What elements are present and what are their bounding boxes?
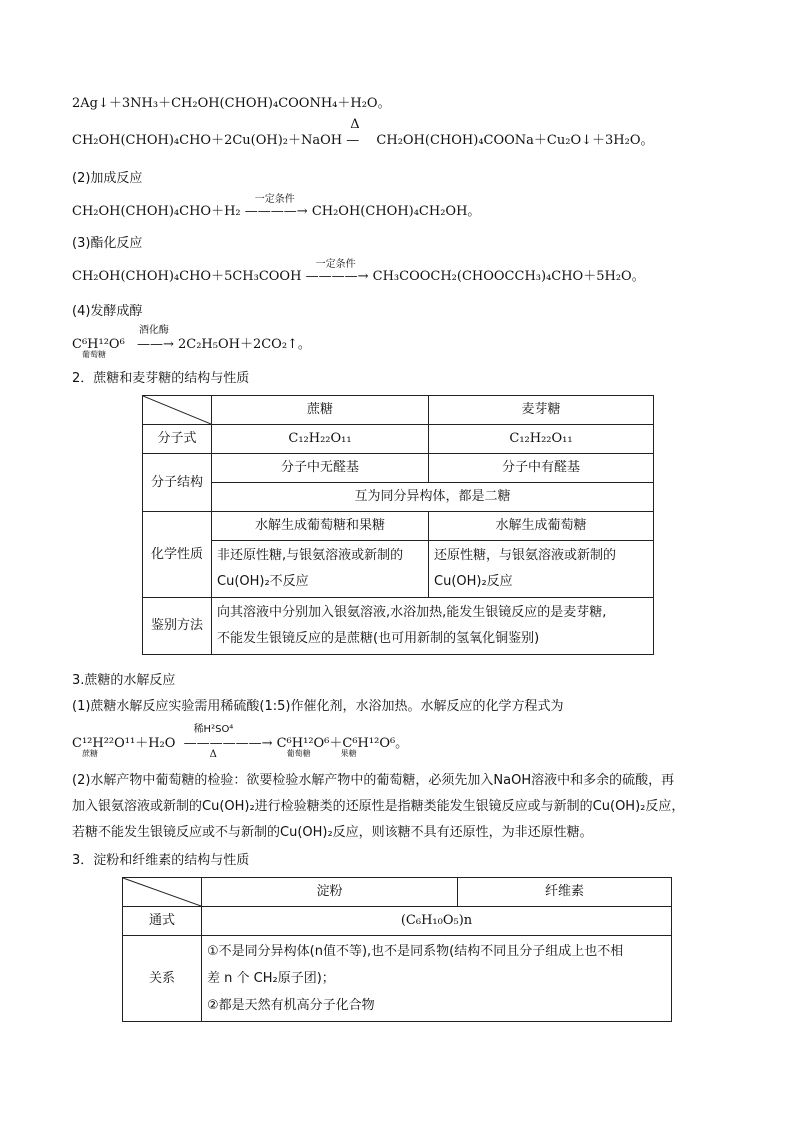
table2-corner-diagonal	[123, 878, 202, 907]
row-label-structure: 分子结构	[143, 454, 212, 512]
row-label-relation: 关系	[123, 936, 202, 1022]
reaction-3-arrow	[244, 194, 308, 221]
hydrolysis-sucrose: 水解生成葡萄糖和果糖	[212, 512, 429, 541]
reducing-sucrose-line-2: Cu(OH)₂不反应	[217, 574, 309, 589]
header-maltose: 麦芽糖	[429, 396, 654, 425]
formula-sucrose: C₁₂H₂₂O₁₁	[212, 425, 429, 454]
hydrolysis-products	[276, 735, 409, 758]
reaction-line-2	[72, 117, 654, 150]
arrow-glyph: ————→	[244, 204, 308, 219]
hydrolysis-condition-top: 稀H²SO⁴	[193, 724, 234, 735]
table-corner-diagonal	[143, 396, 212, 425]
section-2-title: 2．蔗糖和麦芽糖的结构与性质	[72, 371, 250, 386]
structure-common: 互为同分异构体，都是二糖	[212, 483, 654, 512]
sucrose-maltose-table	[142, 395, 654, 655]
relation-line-3: ②都是天然有机高分子化合物	[207, 998, 375, 1013]
diagonal-line-icon	[123, 878, 201, 906]
structure-maltose: 分子中有醛基	[429, 454, 654, 483]
hydrolysis-condition-bottom: Δ	[209, 749, 217, 760]
arrow-glyph: ——————→	[183, 736, 273, 751]
section-3-title: 3.蔗糖的水解反应	[72, 673, 176, 688]
reaction-3-reactants: CH₂OH(CHOH)₄CHO＋H₂	[72, 204, 241, 219]
hydrolysis-under-glucose: 葡萄糖	[286, 749, 311, 758]
reaction-3-products: CH₂OH(CHOH)₄CH₂OH。	[311, 204, 481, 219]
reaction-4-reactants: CH₂OH(CHOH)₄CHO＋5CH₃COOH	[72, 269, 302, 284]
arrow-glyph: ——→	[136, 337, 174, 352]
products-formula: C⁶H¹²O⁶＋C⁶H¹²O⁶。	[276, 736, 409, 751]
para-2-line-2: 加入银氨溶液或新制的Cu(OH)₂进行检验糖类的还原性是指糖类能发生银镜反应或与新制的Cu(OH)₂反应，	[72, 799, 685, 814]
glucose-formula: C⁶H¹²O⁶	[72, 337, 125, 352]
section-3-para-1: (1)蔗糖水解反应实验需用稀硫酸(1:5)作催化剂，水浴加热。水解反应的化学方程式为	[72, 699, 564, 714]
reducing-maltose-line-1: 还原性糖，与银氨溶液或新制的	[434, 548, 617, 563]
reaction-5-products: 2C₂H₅OH＋2CO₂↑。	[177, 337, 311, 352]
identification-line-1: 向其溶液中分别加入银氨溶液,水浴加热,能发生银镜反应的是麦芽糖,	[217, 605, 607, 620]
formula-maltose: C₁₂H₂₂O₁₁	[429, 425, 654, 454]
reducing-maltose	[429, 541, 654, 598]
hydrolysis-maltose: 水解生成葡萄糖	[429, 512, 654, 541]
reaction-line-4	[72, 259, 645, 286]
reaction-5-underlabel: 葡萄糖	[82, 350, 106, 359]
row-label-identification: 鉴别方法	[143, 598, 212, 655]
reaction-2-condition: Δ	[350, 117, 360, 132]
reducing-sucrose-line-1: 非还原性糖,与银氨溶液或新制的	[217, 548, 404, 563]
hydrolysis-arrow	[183, 724, 273, 760]
relation-line-2: 差 n 个 CH₂原子团)；	[207, 971, 335, 986]
reaction-4-arrow	[305, 259, 369, 286]
structure-sucrose: 分子中无醛基	[212, 454, 429, 483]
reaction-5-arrow	[136, 325, 174, 354]
reaction-line-5	[72, 325, 311, 359]
section-4-title: 3．淀粉和纤维素的结构与性质	[72, 853, 250, 868]
identification-line-2: 不能发生银镜反应的是蔗糖(也可用新制的氢氧化铜鉴别)	[217, 631, 540, 646]
reaction-line-3	[72, 194, 481, 221]
reaction-2-products: CH₂OH(CHOH)₄COONa＋Cu₂O↓＋3H₂O。	[376, 133, 654, 148]
general-formula: (C₆H₁₀O₅)n	[202, 907, 672, 936]
section-3-para-2	[72, 768, 684, 846]
para-2-line-3: 若糖不能发生银镜反应或不与新制的Cu(OH)₂反应，则该糖不具有还原性，为非还原性糖。	[72, 825, 593, 840]
row-label-chemistry: 化学性质	[143, 512, 212, 598]
relation-content	[202, 936, 672, 1022]
arrow-glyph: —	[346, 133, 360, 148]
para-2-line-1: (2)水解产物中葡萄糖的检验：欲要检验水解产物中的葡萄糖，必须先加入NaOH溶液中和多余的硫酸，再	[72, 773, 675, 788]
relation-line-1: ①不是同分异构体(n值不等),也不是同系物(结构不同且分子组成上也不相	[207, 944, 624, 959]
sucrose-formula: C¹²H²²O¹¹＋H₂O	[72, 736, 176, 751]
diagonal-line-icon	[143, 396, 211, 424]
heading-addition: (2)加成反应	[72, 171, 143, 186]
reaction-5-reactant	[72, 336, 125, 359]
heading-esterification: (3)酯化反应	[72, 236, 143, 251]
heading-fermentation: (4)发酵成醇	[72, 304, 143, 319]
hydrolysis-under-fructose: 果糖	[340, 749, 357, 758]
reaction-5-condition: 酒化酶	[138, 325, 169, 336]
hydrolysis-reactant	[72, 735, 176, 758]
header-sucrose: 蔗糖	[212, 396, 429, 425]
header-starch: 淀粉	[202, 878, 458, 907]
row-label-formula: 分子式	[143, 425, 212, 454]
reducing-maltose-line-2: Cu(OH)₂反应	[434, 574, 513, 589]
reaction-2-reactants: CH₂OH(CHOH)₄CHO＋2Cu(OH)₂＋NaOH	[72, 133, 343, 148]
row-label-general-formula: 通式	[123, 907, 202, 936]
hydrolysis-under-sucrose: 蔗糖	[82, 749, 98, 758]
reducing-sucrose	[212, 541, 429, 598]
arrow-glyph: ————→	[305, 269, 369, 284]
reaction-2-arrow	[346, 117, 372, 150]
reaction-3-condition: 一定条件	[254, 194, 295, 205]
hydrolysis-equation	[72, 724, 409, 760]
reaction-4-products: CH₃COOCH₂(CHOOCCH₃)₄CHO＋5H₂O。	[372, 269, 645, 284]
starch-cellulose-table	[122, 877, 672, 1022]
reaction-line-1: 2Ag↓＋3NH₃＋CH₂OH(CHOH)₄COONH₄＋H₂O。	[72, 96, 391, 111]
header-cellulose: 纤维素	[458, 878, 672, 907]
identification-method	[212, 598, 654, 655]
reaction-4-condition: 一定条件	[315, 259, 356, 270]
